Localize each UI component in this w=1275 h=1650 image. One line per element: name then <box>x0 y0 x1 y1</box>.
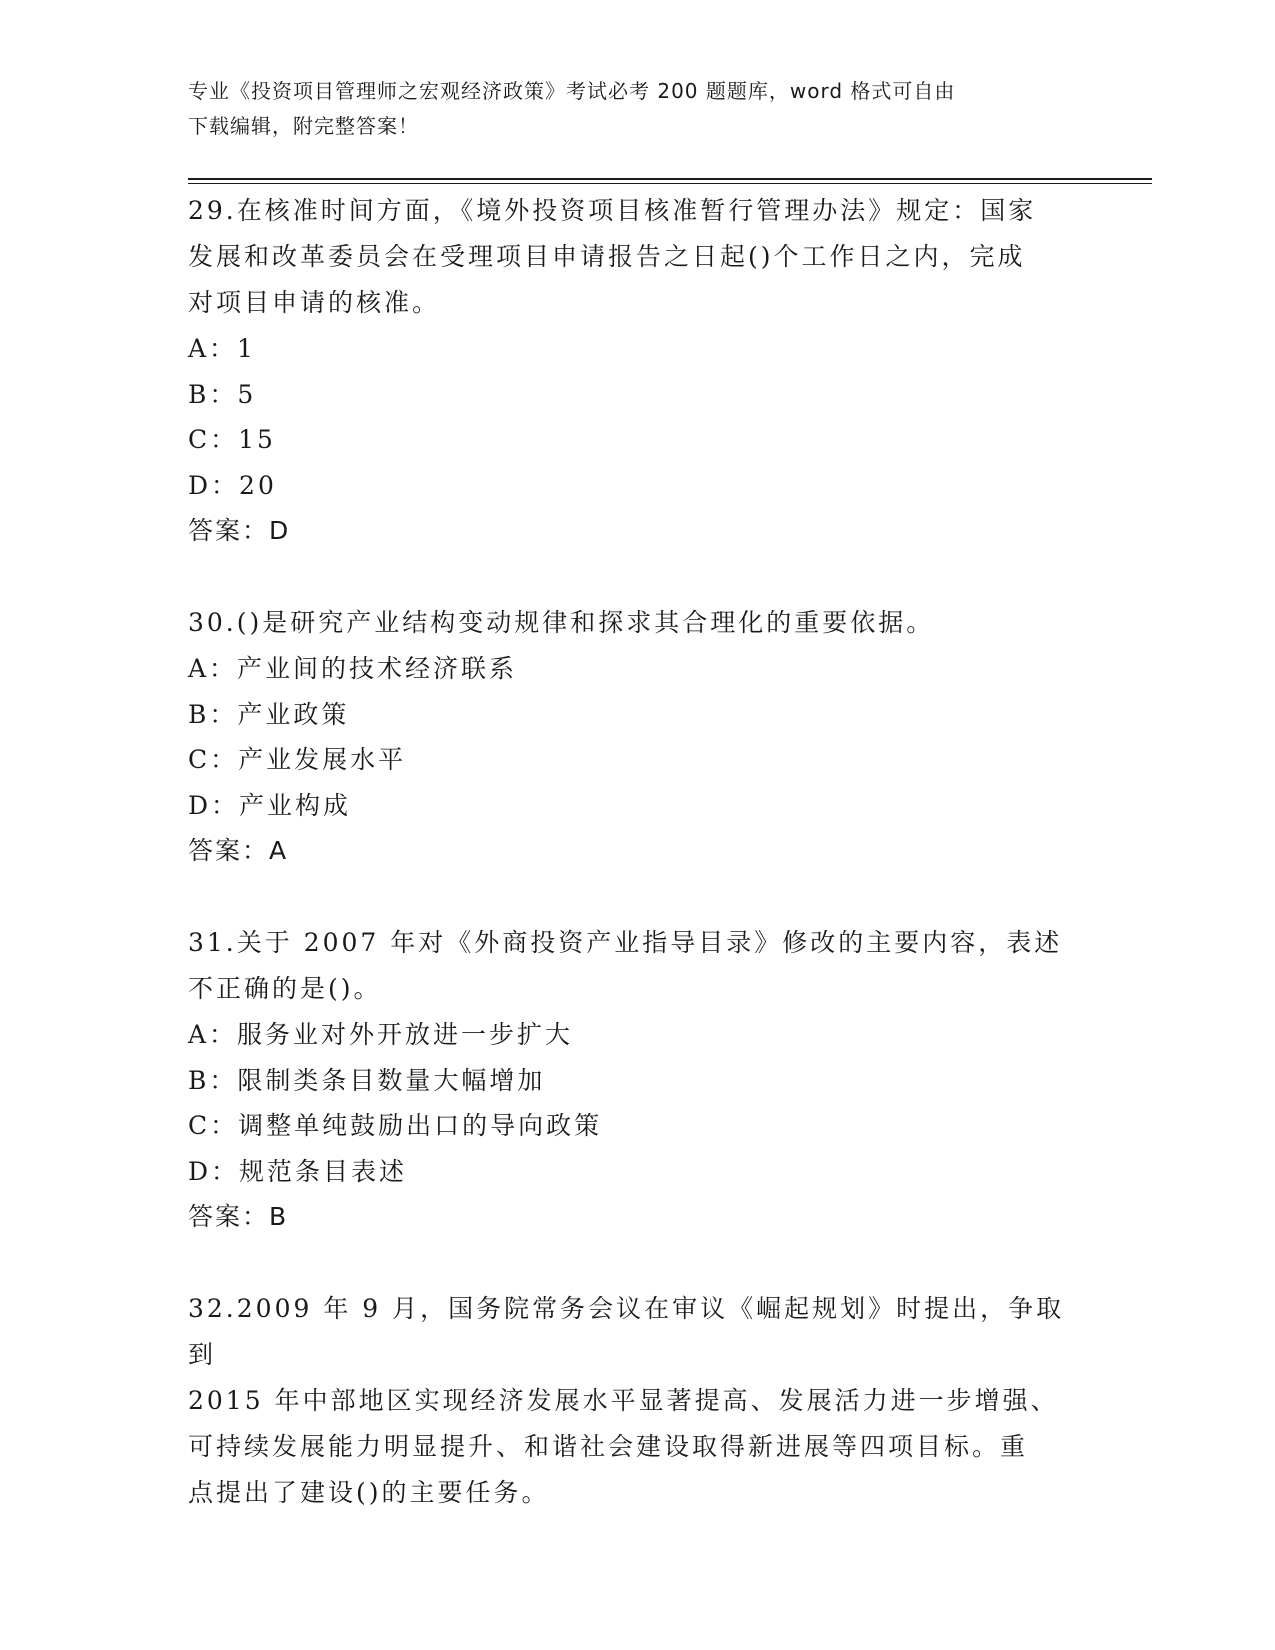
question-32 <box>188 1286 1088 1516</box>
answer-line: 答案：D <box>188 516 291 545</box>
answer-line: 答案：A <box>188 836 289 865</box>
question-stem-line: 可持续发展能力明显提升、和谐社会建设取得新进展等四项目标。重 <box>188 1432 1029 1461</box>
question-stem-line: 31.关于 2007 年对《外商投资产业指导目录》修改的主要内容，表述 <box>188 928 1063 957</box>
option-a: A：产业间的技术经济联系 <box>188 654 518 683</box>
question-stem-line: 对项目申请的核准。 <box>188 288 441 317</box>
question-list <box>188 188 1088 1562</box>
option-a: A：1 <box>188 334 256 363</box>
question-stem-line: 2015 年中部地区实现经济发展水平显著提高、发展活力进一步增强、 <box>188 1386 1059 1415</box>
option-c: C：产业发展水平 <box>188 745 407 774</box>
answer-line: 答案：B <box>188 1202 289 1231</box>
question-stem-line: 30.()是研究产业结构变动规律和探求其合理化的重要依据。 <box>188 608 935 637</box>
option-d: D：20 <box>188 470 277 500</box>
option-c: C：调整单纯鼓励出口的导向政策 <box>188 1111 603 1140</box>
question-29 <box>188 188 1088 554</box>
option-d: D：规范条目表述 <box>188 1156 408 1186</box>
question-30 <box>188 600 1088 874</box>
option-b: B：5 <box>188 379 257 409</box>
option-b: B：产业政策 <box>188 699 350 729</box>
option-c: C：15 <box>188 425 276 454</box>
question-stem-line: 发展和改革委员会在受理项目申请报告之日起()个工作日之内，完成 <box>188 242 1026 271</box>
header-divider-thin <box>188 183 1152 184</box>
question-stem-line: 不正确的是()。 <box>188 974 382 1003</box>
option-a: A：服务业对外开放进一步扩大 <box>188 1020 574 1049</box>
question-stem-line: 29.在核准时间方面，《境外投资项目核准暂行管理办法》规定：国家 <box>188 196 1037 225</box>
header-line-1: 专业《投资项目管理师之宏观经济政策》考试必考 200 题题库，word 格式可自由 <box>188 79 956 103</box>
document-header <box>188 74 1078 144</box>
option-d: D：产业构成 <box>188 790 352 820</box>
option-b: B：限制类条目数量大幅增加 <box>188 1065 546 1095</box>
question-stem-line: 32.2009 年 9 月，国务院常务会议在审议《崛起规划》时提出，争取到 <box>188 1294 1065 1369</box>
question-stem-line: 点提出了建设()的主要任务。 <box>188 1478 550 1507</box>
header-line-2: 下载编辑，附完整答案！ <box>188 114 419 138</box>
header-divider-thick <box>188 178 1152 180</box>
question-31 <box>188 920 1088 1240</box>
